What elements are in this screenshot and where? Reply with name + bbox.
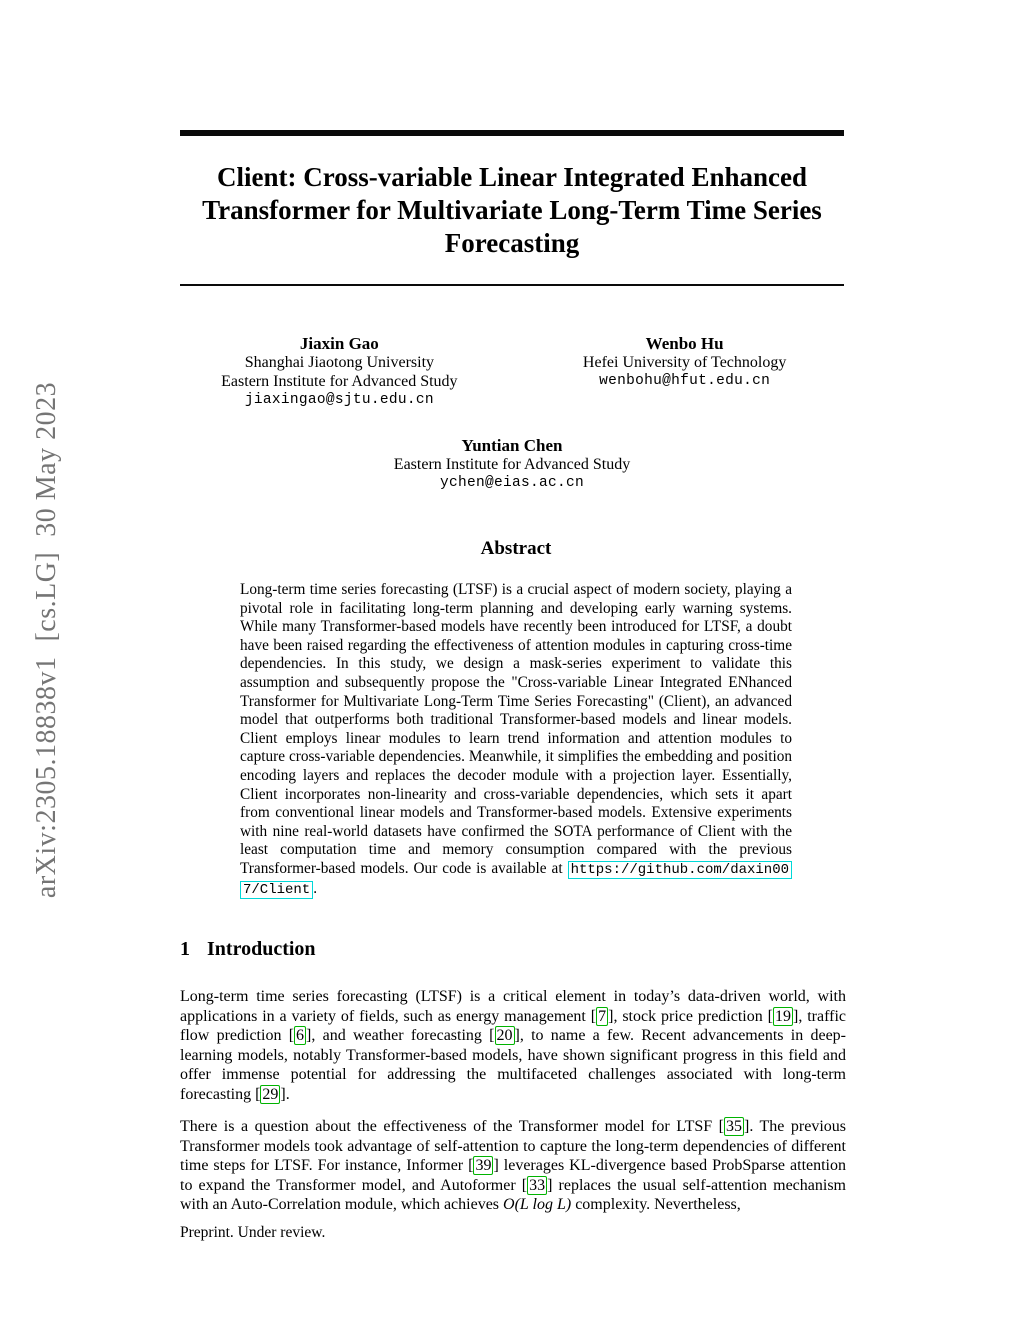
math-inline: O(L log L) [503,1196,572,1213]
footer-note: Preprint. Under review. [180,1224,326,1241]
introduction-section [180,938,846,1215]
abstract-heading: Abstract [480,538,552,559]
authors-row-bottom [180,436,844,493]
abstract-section [240,538,792,899]
citation-ref[interactable]: 6 [296,1027,305,1044]
section-title: Introduction [207,938,316,960]
author-affiliation: Eastern Institute for Advanced Study [393,456,631,473]
top-rule [180,130,844,136]
abstract-text: Long-term time series forecasting (LTSF) is a crucial aspect of modern society, playing a pivotal role in facilitating long-term planning and developing early warning systems. While many Transformer-based models have recently been introduced for LTSF, a doubt have been raised regarding the effectiveness of attention modules in capturing cross-time dependencies. In this study, we design a mask-series experiment to validate this assumption and subsequently propose the "Cross-variable Linear Integrated ENhanced Transformer for Multivariate Long-Term Time Series Forecasting" (Client), an advanced model that outperforms both traditional Transformer-based models and linear models. Client employs linear modules to learn trend information and attention modules to capture cross-variable dependencies. Meanwhile, it simplifies the embedding and position encoding layers and replaces the decoder module with a projection layer. Essentially, Client incorporates non-linearity and cross-variable dependencies, which sets it apart from conventional linear models and Transformer-based models. Extensive experiments with nine real-world datasets have confirmed the SOTA performance of Client with the least computation time and memory consumption compared with the previous Transformer-based models. Our code is available at https://github.com/daxin007/Client . [240,581,792,898]
author-email: ychen@eias.ac.cn [439,475,584,491]
authors-row-top [180,334,844,410]
intro-paragraph-2: There is a question about the effectiveness of the Transformer model for LTSF [ 35 ]. The previous Transformer models took advantage of self-attention to capture the long-term dependencies of different time steps for LTSF. For instance, Informer [ 39 ] leverages KL-divergence based ProbSparse attention to expand the Transformer model, and Autoformer [ 33 ] replaces the usual self-attention mechanism with an Auto-Correlation module, which achieves O(L log L) complexity. Nevertheless, [180,1118,847,1213]
author-name: Wenbo Hu [645,334,724,353]
citation-ref[interactable]: 19 [774,1007,791,1025]
title-line-1: Client: Cross-variable Linear Integrated Enhanced [217,162,807,192]
citation-ref[interactable]: 20 [496,1027,513,1044]
title-line-3: Forecasting [444,228,580,258]
section-heading-introduction [180,938,846,961]
code-url-link[interactable]: https://github.com/daxin007/Client [240,861,792,899]
citation-ref[interactable]: 7 [598,1007,607,1025]
author-email: jiaxingao@sjtu.edu.cn [244,392,434,408]
author-name: Jiaxin Gao [299,334,379,353]
author-affiliation: Eastern Institute for Advanced Study [221,373,458,390]
title-line-2: Transformer for Multivariate Long-Term Time Series [202,195,822,225]
author-email: wenbohu@hfut.edu.cn [599,373,771,389]
arxiv-sidebar-stamp: arXiv:2305.18838v1 [cs.LG] 30 May 2023 [31,381,62,899]
citation-ref[interactable]: 29 [262,1085,279,1103]
citation-ref[interactable]: 35 [725,1118,742,1135]
author-affiliation: Hefei University of Technology [582,354,787,371]
author-name: Yuntian Chen [461,436,563,455]
author-block-wenbo-hu [525,334,844,410]
section-number: 1 [180,938,190,960]
intro-paragraph-1: Long-term time series forecasting (LTSF) is a critical element in today’s data-driven world, with applications in a variety of fields, such as energy management [ 7 ], stock price prediction [ 19 ], traffic flow prediction [ 6 ], and weather forecasting [ 20 ], to name a few. Recent advancements in deep-learning models, notably Transformer-based models, have shown significant progress in this field and offer immense potential for addressing the multifaceted challenges associated with long-term forecasting [ 29 ]. [180,988,846,1103]
title-rule [180,284,844,286]
author-block-yuntian-chen [313,436,711,493]
author-affiliation: Shanghai Jiaotong University [244,354,435,371]
citation-ref[interactable]: 33 [529,1176,546,1194]
paper-title [170,161,854,260]
citation-ref[interactable]: 39 [475,1157,492,1174]
author-block-jiaxin-gao [180,334,499,410]
